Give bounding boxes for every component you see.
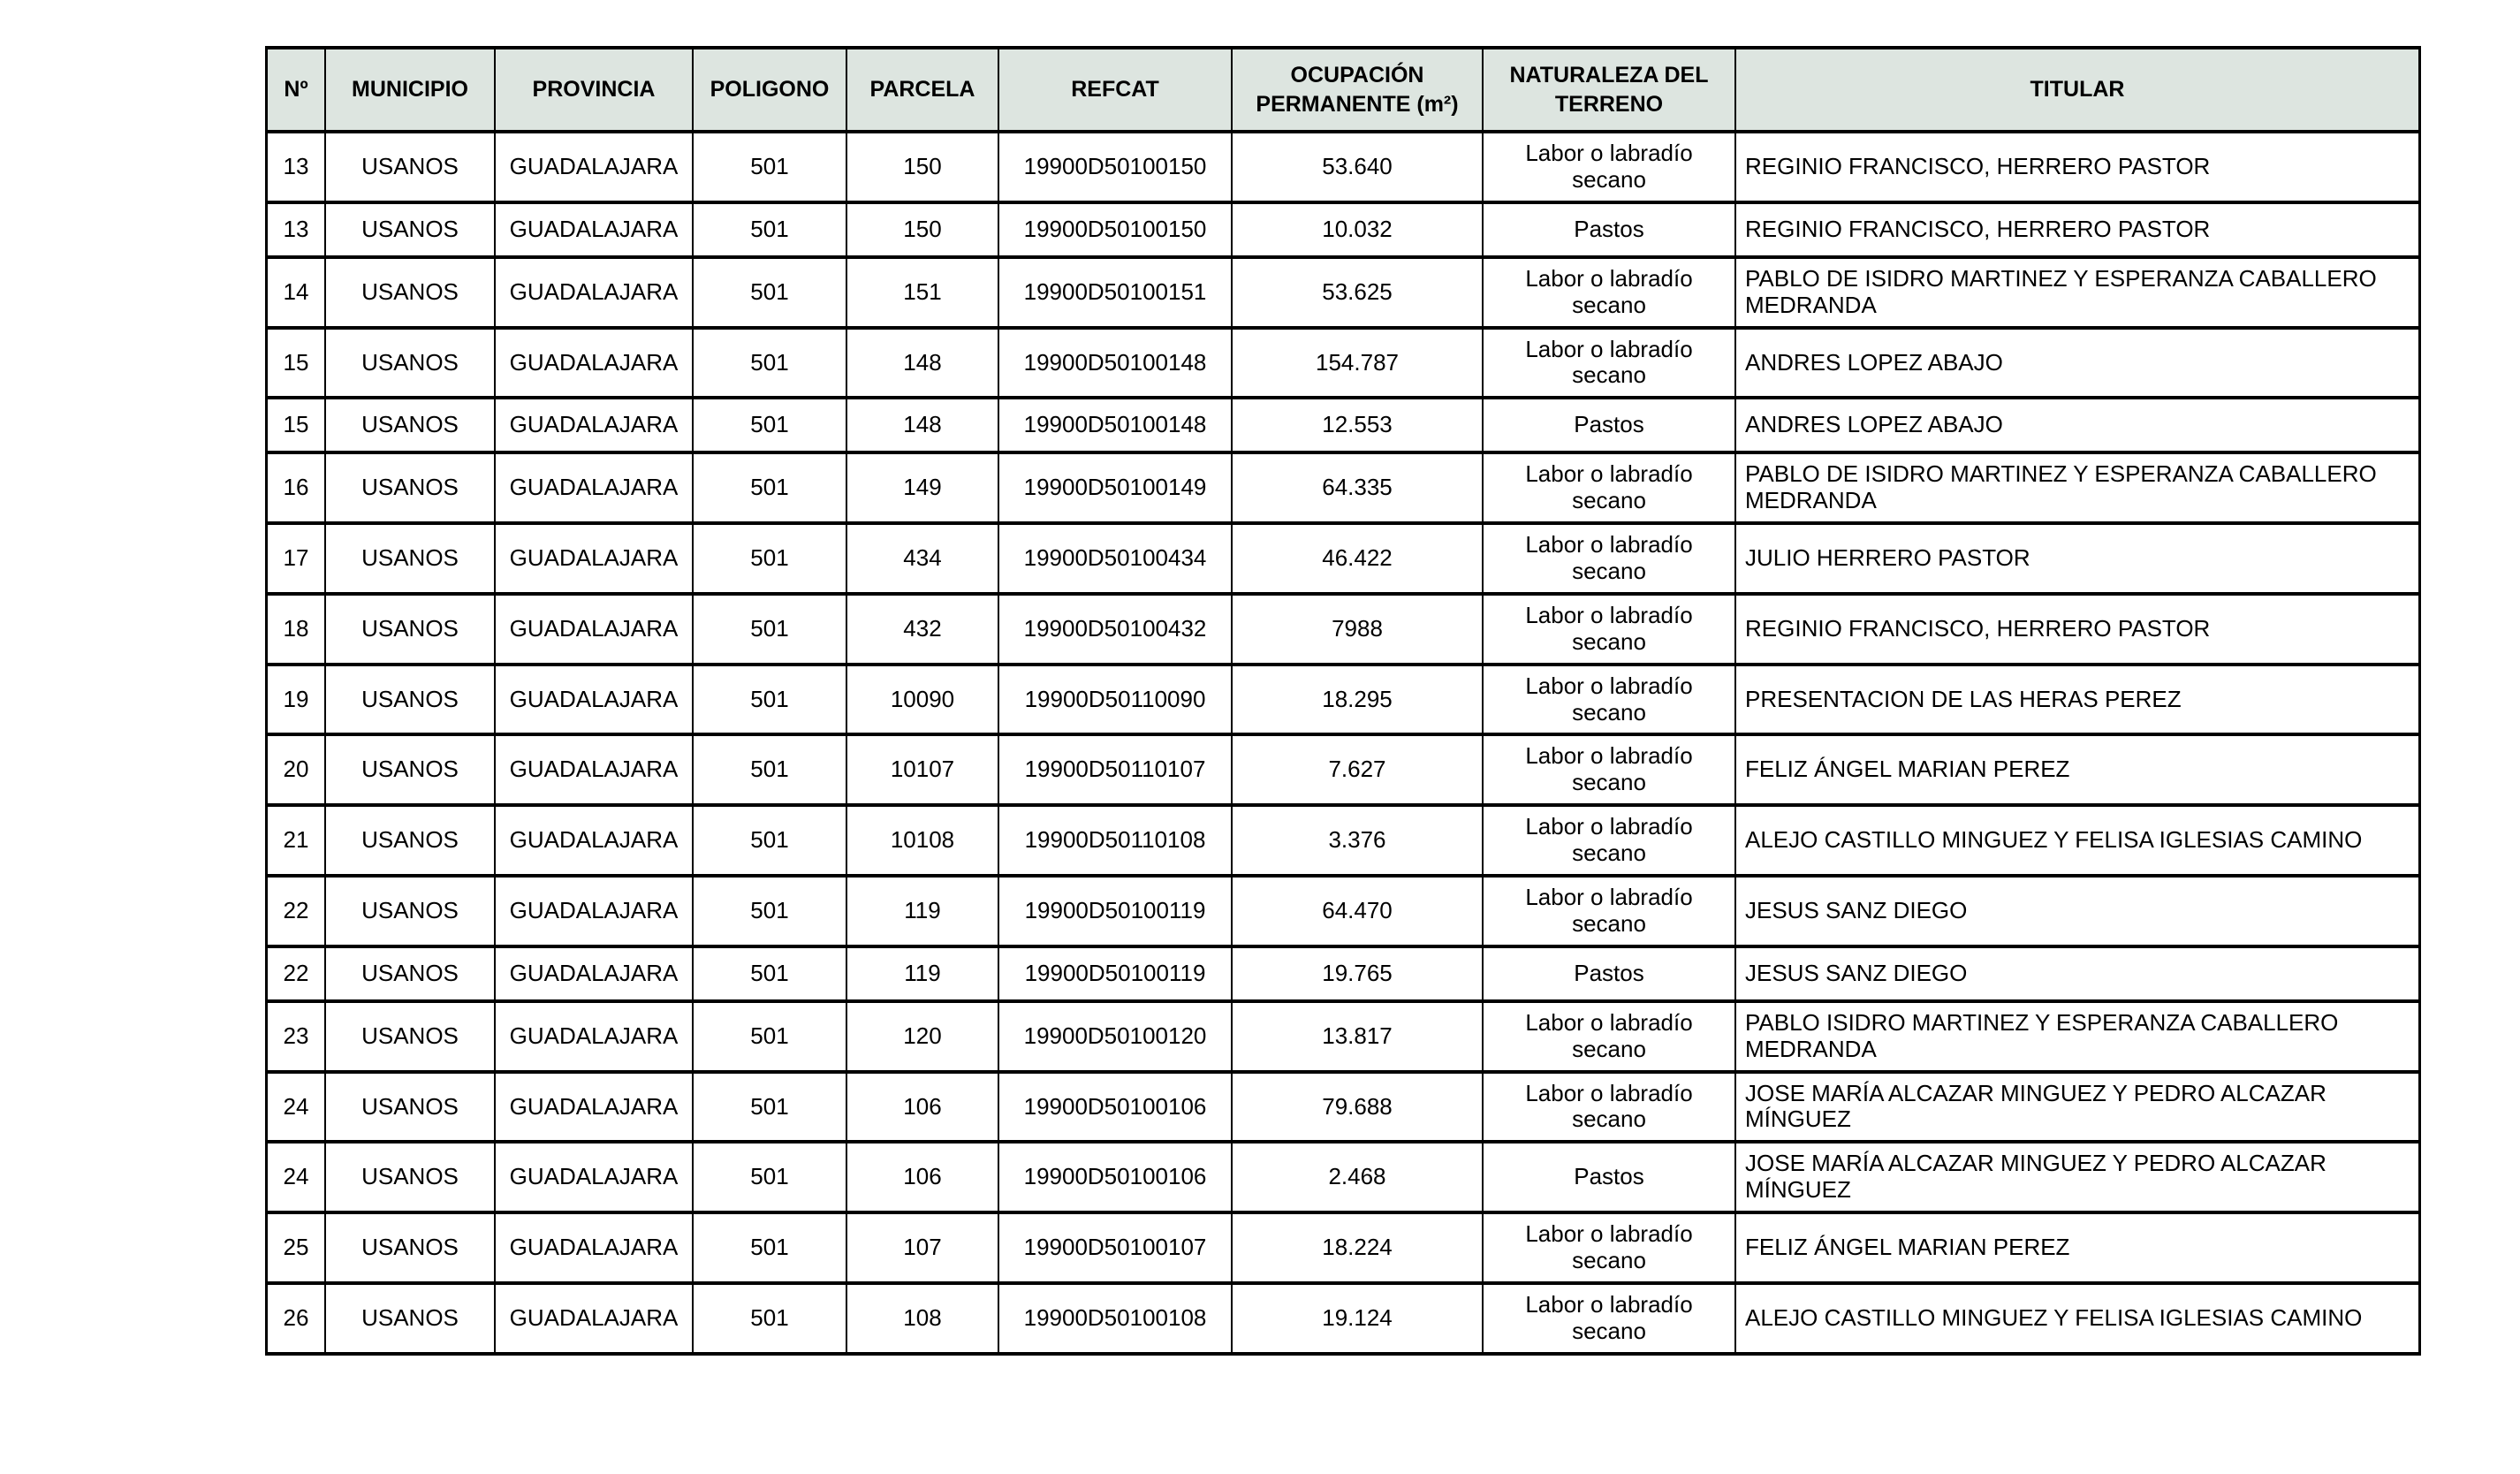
- cell-provincia: GUADALAJARA: [495, 328, 693, 399]
- cell-ocupacion: 154.787: [1232, 328, 1483, 399]
- cell-num: 22: [267, 876, 326, 946]
- cell-parcela: 10108: [846, 805, 998, 876]
- cell-titular: JESUS SANZ DIEGO: [1735, 876, 2420, 946]
- cell-municipio: USANOS: [325, 734, 495, 805]
- cell-municipio: USANOS: [325, 202, 495, 257]
- cell-municipio: USANOS: [325, 805, 495, 876]
- cell-poligono: 501: [693, 1142, 846, 1212]
- cell-municipio: USANOS: [325, 132, 495, 202]
- cell-refcat: 19900D50100150: [998, 132, 1232, 202]
- column-header-poligono: POLIGONO: [693, 48, 846, 132]
- cell-municipio: USANOS: [325, 523, 495, 594]
- cell-num: 14: [267, 257, 326, 328]
- cell-refcat: 19900D50100434: [998, 523, 1232, 594]
- column-header-parcela: PARCELA: [846, 48, 998, 132]
- column-header-municipio: MUNICIPIO: [325, 48, 495, 132]
- cell-ocupacion: 12.553: [1232, 398, 1483, 452]
- cell-provincia: GUADALAJARA: [495, 132, 693, 202]
- cell-titular: PRESENTACION DE LAS HERAS PEREZ: [1735, 665, 2420, 735]
- cell-ocupacion: 7988: [1232, 594, 1483, 665]
- cell-poligono: 501: [693, 398, 846, 452]
- cell-num: 15: [267, 328, 326, 399]
- cell-parcela: 432: [846, 594, 998, 665]
- cell-poligono: 501: [693, 1212, 846, 1283]
- cell-provincia: GUADALAJARA: [495, 805, 693, 876]
- cell-titular: FELIZ ÁNGEL MARIAN PEREZ: [1735, 1212, 2420, 1283]
- cell-refcat: 19900D50100107: [998, 1212, 1232, 1283]
- cell-titular: PABLO ISIDRO MARTINEZ Y ESPERANZA CABALLERO MEDRANDA: [1735, 1001, 2420, 1072]
- cell-refcat: 19900D50100119: [998, 876, 1232, 946]
- cell-ocupacion: 19.765: [1232, 946, 1483, 1001]
- cell-parcela: 148: [846, 328, 998, 399]
- cell-parcela: 119: [846, 876, 998, 946]
- cell-naturaleza: Labor o labradío secano: [1483, 452, 1735, 523]
- cell-parcela: 151: [846, 257, 998, 328]
- cell-municipio: USANOS: [325, 1142, 495, 1212]
- cell-ocupacion: 79.688: [1232, 1072, 1483, 1143]
- cell-parcela: 148: [846, 398, 998, 452]
- cell-refcat: 19900D50100108: [998, 1283, 1232, 1354]
- cell-naturaleza: Labor o labradío secano: [1483, 594, 1735, 665]
- cell-naturaleza: Labor o labradío secano: [1483, 876, 1735, 946]
- column-header-ocupacion: OCUPACIÓN PERMANENTE (m²): [1232, 48, 1483, 132]
- cell-num: 23: [267, 1001, 326, 1072]
- cell-titular: FELIZ ÁNGEL MARIAN PEREZ: [1735, 734, 2420, 805]
- cell-num: 21: [267, 805, 326, 876]
- cell-ocupacion: 19.124: [1232, 1283, 1483, 1354]
- cell-municipio: USANOS: [325, 452, 495, 523]
- cell-municipio: USANOS: [325, 398, 495, 452]
- table-body: [267, 132, 2420, 1354]
- table-row: [267, 398, 2420, 452]
- table-row: [267, 328, 2420, 399]
- cell-num: 13: [267, 132, 326, 202]
- cell-parcela: 108: [846, 1283, 998, 1354]
- table-row: [267, 876, 2420, 946]
- cell-titular: ALEJO CASTILLO MINGUEZ Y FELISA IGLESIAS CAMINO: [1735, 1283, 2420, 1354]
- table-row: [267, 1072, 2420, 1143]
- cell-municipio: USANOS: [325, 665, 495, 735]
- cell-num: 25: [267, 1212, 326, 1283]
- table-row: [267, 1142, 2420, 1212]
- cell-provincia: GUADALAJARA: [495, 876, 693, 946]
- cell-poligono: 501: [693, 257, 846, 328]
- cell-municipio: USANOS: [325, 1283, 495, 1354]
- cell-parcela: 120: [846, 1001, 998, 1072]
- cell-naturaleza: Labor o labradío secano: [1483, 523, 1735, 594]
- cell-provincia: GUADALAJARA: [495, 452, 693, 523]
- table-row: [267, 734, 2420, 805]
- cell-parcela: 106: [846, 1142, 998, 1212]
- parcels-table: [265, 46, 2421, 1356]
- cell-ocupacion: 46.422: [1232, 523, 1483, 594]
- cell-municipio: USANOS: [325, 946, 495, 1001]
- cell-ocupacion: 18.224: [1232, 1212, 1483, 1283]
- cell-refcat: 19900D50100432: [998, 594, 1232, 665]
- cell-municipio: USANOS: [325, 1212, 495, 1283]
- cell-refcat: 19900D50110108: [998, 805, 1232, 876]
- cell-poligono: 501: [693, 1072, 846, 1143]
- cell-provincia: GUADALAJARA: [495, 946, 693, 1001]
- cell-parcela: 106: [846, 1072, 998, 1143]
- cell-parcela: 150: [846, 202, 998, 257]
- cell-provincia: GUADALAJARA: [495, 665, 693, 735]
- table-row: [267, 132, 2420, 202]
- cell-naturaleza: Labor o labradío secano: [1483, 1283, 1735, 1354]
- table-header: [267, 48, 2420, 132]
- cell-provincia: GUADALAJARA: [495, 1212, 693, 1283]
- cell-poligono: 501: [693, 328, 846, 399]
- cell-municipio: USANOS: [325, 328, 495, 399]
- cell-titular: REGINIO FRANCISCO, HERRERO PASTOR: [1735, 594, 2420, 665]
- cell-poligono: 501: [693, 1001, 846, 1072]
- cell-titular: ALEJO CASTILLO MINGUEZ Y FELISA IGLESIAS CAMINO: [1735, 805, 2420, 876]
- cell-refcat: 19900D50110090: [998, 665, 1232, 735]
- table-row: [267, 523, 2420, 594]
- cell-refcat: 19900D50100148: [998, 398, 1232, 452]
- cell-municipio: USANOS: [325, 257, 495, 328]
- cell-poligono: 501: [693, 202, 846, 257]
- cell-ocupacion: 53.625: [1232, 257, 1483, 328]
- cell-num: 20: [267, 734, 326, 805]
- table-row: [267, 594, 2420, 665]
- cell-refcat: 19900D50100148: [998, 328, 1232, 399]
- cell-poligono: 501: [693, 734, 846, 805]
- cell-refcat: 19900D50100106: [998, 1142, 1232, 1212]
- table-row: [267, 946, 2420, 1001]
- cell-naturaleza: Labor o labradío secano: [1483, 665, 1735, 735]
- cell-ocupacion: 18.295: [1232, 665, 1483, 735]
- cell-ocupacion: 7.627: [1232, 734, 1483, 805]
- cell-provincia: GUADALAJARA: [495, 1072, 693, 1143]
- cell-titular: JOSE MARÍA ALCAZAR MINGUEZ Y PEDRO ALCAZAR MÍNGUEZ: [1735, 1072, 2420, 1143]
- cell-num: 22: [267, 946, 326, 1001]
- table-row: [267, 1283, 2420, 1354]
- cell-parcela: 10107: [846, 734, 998, 805]
- cell-provincia: GUADALAJARA: [495, 1142, 693, 1212]
- cell-naturaleza: Labor o labradío secano: [1483, 328, 1735, 399]
- cell-provincia: GUADALAJARA: [495, 202, 693, 257]
- cell-poligono: 501: [693, 594, 846, 665]
- column-header-naturaleza: NATURALEZA DEL TERRENO: [1483, 48, 1735, 132]
- cell-poligono: 501: [693, 1283, 846, 1354]
- cell-ocupacion: 2.468: [1232, 1142, 1483, 1212]
- cell-poligono: 501: [693, 876, 846, 946]
- cell-parcela: 434: [846, 523, 998, 594]
- column-header-titular: TITULAR: [1735, 48, 2420, 132]
- table-row: [267, 452, 2420, 523]
- table-row: [267, 1212, 2420, 1283]
- cell-ocupacion: 10.032: [1232, 202, 1483, 257]
- cell-refcat: 19900D50110107: [998, 734, 1232, 805]
- cell-num: 26: [267, 1283, 326, 1354]
- cell-titular: REGINIO FRANCISCO, HERRERO PASTOR: [1735, 202, 2420, 257]
- cell-titular: JESUS SANZ DIEGO: [1735, 946, 2420, 1001]
- cell-naturaleza: Pastos: [1483, 1142, 1735, 1212]
- cell-poligono: 501: [693, 805, 846, 876]
- table-row: [267, 1001, 2420, 1072]
- table-row: [267, 665, 2420, 735]
- cell-refcat: 19900D50100150: [998, 202, 1232, 257]
- cell-parcela: 119: [846, 946, 998, 1001]
- cell-num: 17: [267, 523, 326, 594]
- table-row: [267, 257, 2420, 328]
- cell-poligono: 501: [693, 523, 846, 594]
- cell-provincia: GUADALAJARA: [495, 594, 693, 665]
- cell-municipio: USANOS: [325, 876, 495, 946]
- cell-titular: ANDRES LOPEZ ABAJO: [1735, 328, 2420, 399]
- cell-num: 24: [267, 1142, 326, 1212]
- cell-num: 13: [267, 202, 326, 257]
- cell-poligono: 501: [693, 946, 846, 1001]
- cell-municipio: USANOS: [325, 594, 495, 665]
- cell-municipio: USANOS: [325, 1001, 495, 1072]
- cell-ocupacion: 13.817: [1232, 1001, 1483, 1072]
- cell-num: 24: [267, 1072, 326, 1143]
- cell-refcat: 19900D50100149: [998, 452, 1232, 523]
- cell-refcat: 19900D50100106: [998, 1072, 1232, 1143]
- cell-naturaleza: Pastos: [1483, 202, 1735, 257]
- cell-parcela: 10090: [846, 665, 998, 735]
- cell-naturaleza: Pastos: [1483, 946, 1735, 1001]
- cell-titular: REGINIO FRANCISCO, HERRERO PASTOR: [1735, 132, 2420, 202]
- cell-ocupacion: 64.335: [1232, 452, 1483, 523]
- cell-num: 18: [267, 594, 326, 665]
- cell-refcat: 19900D50100120: [998, 1001, 1232, 1072]
- cell-naturaleza: Labor o labradío secano: [1483, 257, 1735, 328]
- cell-parcela: 150: [846, 132, 998, 202]
- cell-naturaleza: Labor o labradío secano: [1483, 132, 1735, 202]
- cell-ocupacion: 3.376: [1232, 805, 1483, 876]
- cell-naturaleza: Pastos: [1483, 398, 1735, 452]
- cell-titular: ANDRES LOPEZ ABAJO: [1735, 398, 2420, 452]
- column-header-refcat: REFCAT: [998, 48, 1232, 132]
- table-row: [267, 805, 2420, 876]
- cell-poligono: 501: [693, 452, 846, 523]
- cell-num: 15: [267, 398, 326, 452]
- cell-naturaleza: Labor o labradío secano: [1483, 805, 1735, 876]
- cell-titular: PABLO DE ISIDRO MARTINEZ Y ESPERANZA CABALLERO MEDRANDA: [1735, 257, 2420, 328]
- column-header-num: Nº: [267, 48, 326, 132]
- cell-refcat: 19900D50100119: [998, 946, 1232, 1001]
- cell-provincia: GUADALAJARA: [495, 257, 693, 328]
- cell-titular: JOSE MARÍA ALCAZAR MINGUEZ Y PEDRO ALCAZAR MÍNGUEZ: [1735, 1142, 2420, 1212]
- cell-provincia: GUADALAJARA: [495, 398, 693, 452]
- cell-naturaleza: Labor o labradío secano: [1483, 1072, 1735, 1143]
- cell-ocupacion: 53.640: [1232, 132, 1483, 202]
- cell-provincia: GUADALAJARA: [495, 1001, 693, 1072]
- cell-num: 16: [267, 452, 326, 523]
- cell-titular: JULIO HERRERO PASTOR: [1735, 523, 2420, 594]
- cell-naturaleza: Labor o labradío secano: [1483, 1212, 1735, 1283]
- cell-parcela: 149: [846, 452, 998, 523]
- cell-provincia: GUADALAJARA: [495, 523, 693, 594]
- column-header-provincia: PROVINCIA: [495, 48, 693, 132]
- header-row: [267, 48, 2420, 132]
- cell-naturaleza: Labor o labradío secano: [1483, 1001, 1735, 1072]
- cell-ocupacion: 64.470: [1232, 876, 1483, 946]
- cell-num: 19: [267, 665, 326, 735]
- cell-refcat: 19900D50100151: [998, 257, 1232, 328]
- cell-municipio: USANOS: [325, 1072, 495, 1143]
- cell-provincia: GUADALAJARA: [495, 734, 693, 805]
- cell-poligono: 501: [693, 665, 846, 735]
- cell-provincia: GUADALAJARA: [495, 1283, 693, 1354]
- cell-naturaleza: Labor o labradío secano: [1483, 734, 1735, 805]
- cell-parcela: 107: [846, 1212, 998, 1283]
- cell-titular: PABLO DE ISIDRO MARTINEZ Y ESPERANZA CABALLERO MEDRANDA: [1735, 452, 2420, 523]
- table-row: [267, 202, 2420, 257]
- cell-poligono: 501: [693, 132, 846, 202]
